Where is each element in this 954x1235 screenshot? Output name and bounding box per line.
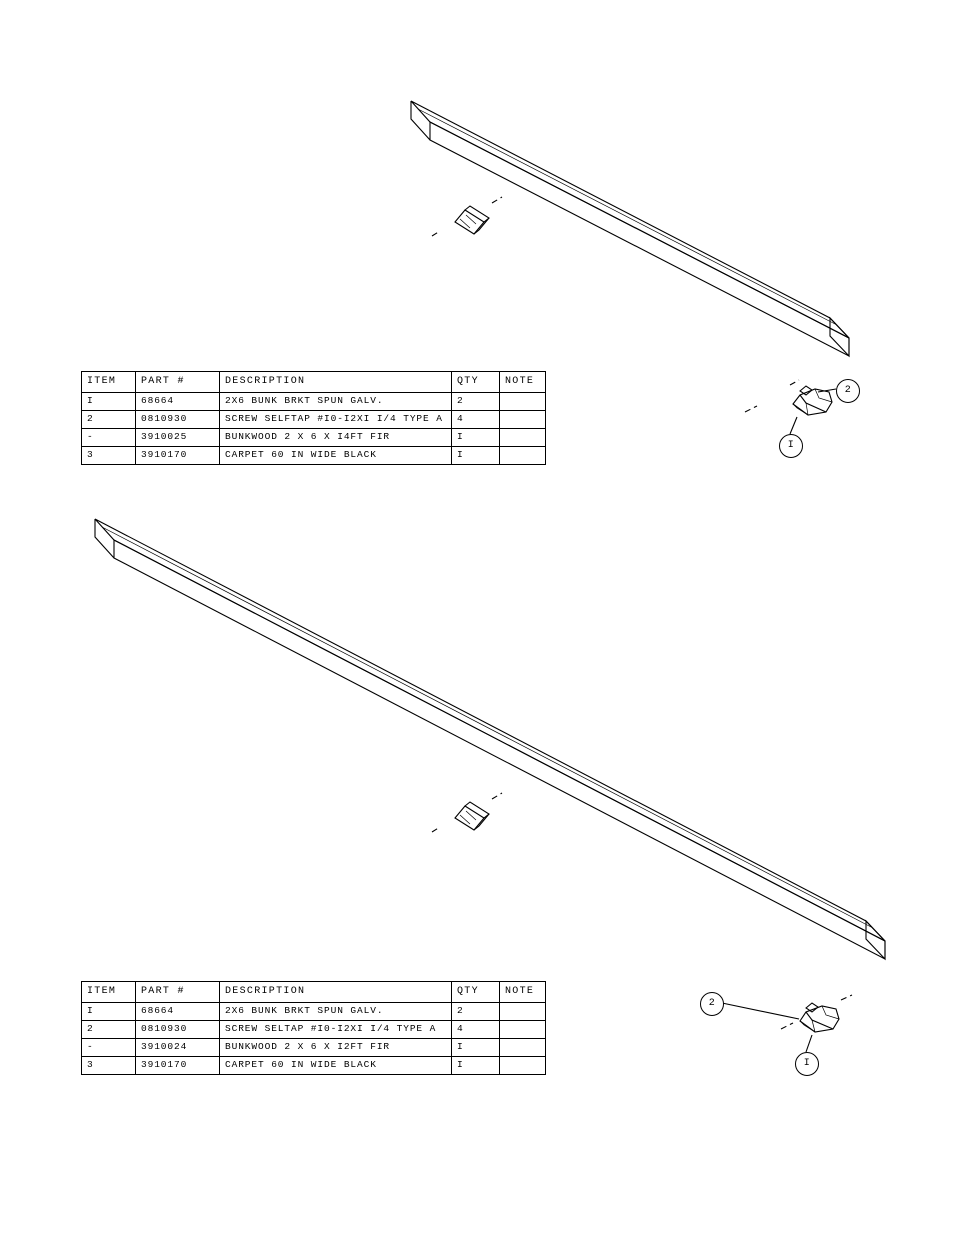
cell-item: 2 [82,1021,136,1039]
cell-qty: 2 [452,1003,500,1021]
column-header-qty: QTY [452,372,500,393]
cell-note [500,393,546,411]
column-header-item: ITEM [82,372,136,393]
cell-description: SCREW SELTAP #I0-I2XI I/4 TYPE A [220,1021,452,1039]
cell-note [500,1057,546,1075]
table-row [82,1003,546,1021]
screw-upper-mid [432,197,502,236]
cell-note [500,429,546,447]
cell-description: 2X6 BUNK BRKT SPUN GALV. [220,1003,452,1021]
cell-note [500,1003,546,1021]
cell-note [500,1039,546,1057]
cell-part: 3910024 [136,1039,220,1057]
bunk-bracket-lower [781,995,852,1032]
cell-description: CARPET 60 IN WIDE BLACK [220,1057,452,1075]
column-header-item: ITEM [82,982,136,1003]
cell-qty: I [452,447,500,465]
cell-qty: 4 [452,411,500,429]
bunk-board-upper [411,101,849,356]
cell-note [500,411,546,429]
callout-bubble-item-2-upper: 2 [836,379,860,403]
parts-table-14ft [81,371,546,465]
cell-item: - [82,1039,136,1057]
column-header-note: NOTE [500,982,546,1003]
cell-item: - [82,429,136,447]
cell-part: 68664 [136,1003,220,1021]
cell-item: 2 [82,411,136,429]
table-header-row [82,372,546,393]
cell-description: SCREW SELFTAP #I0-I2XI I/4 TYPE A [220,411,452,429]
column-header-description: DESCRIPTION [220,982,452,1003]
table-row [82,1057,546,1075]
table-header-row [82,982,546,1003]
cell-item: 3 [82,1057,136,1075]
cell-qty: I [452,1039,500,1057]
table-row [82,1039,546,1057]
callout-bubble-item-1-lower: I [795,1052,819,1076]
bunk-board-lower [95,519,885,959]
cell-part: 3910025 [136,429,220,447]
cell-qty: 4 [452,1021,500,1039]
parts-table-12ft [81,981,546,1075]
cell-part: 0810930 [136,411,220,429]
cell-item: 3 [82,447,136,465]
cell-part: 68664 [136,393,220,411]
column-header-qty: QTY [452,982,500,1003]
table-row [82,1021,546,1039]
column-header-part: PART # [136,982,220,1003]
bunk-bracket-upper [745,380,832,415]
cell-qty: I [452,1057,500,1075]
screw-lower-mid [432,793,502,832]
cell-part: 0810930 [136,1021,220,1039]
cell-part: 3910170 [136,447,220,465]
cell-note [500,1021,546,1039]
column-header-note: NOTE [500,372,546,393]
table-row [82,411,546,429]
cell-item: I [82,1003,136,1021]
table-row [82,393,546,411]
cell-description: 2X6 BUNK BRKT SPUN GALV. [220,393,452,411]
cell-part: 3910170 [136,1057,220,1075]
cell-item: I [82,393,136,411]
cell-description: CARPET 60 IN WIDE BLACK [220,447,452,465]
table-row [82,447,546,465]
callout-bubble-item-1-upper: I [779,434,803,458]
column-header-description: DESCRIPTION [220,372,452,393]
callout-bubble-item-2-lower: 2 [700,992,724,1016]
column-header-part: PART # [136,372,220,393]
cell-qty: I [452,429,500,447]
cell-qty: 2 [452,393,500,411]
cell-note [500,447,546,465]
cell-description: BUNKWOOD 2 X 6 X I4FT FIR [220,429,452,447]
table-row [82,429,546,447]
cell-description: BUNKWOOD 2 X 6 X I2FT FIR [220,1039,452,1057]
